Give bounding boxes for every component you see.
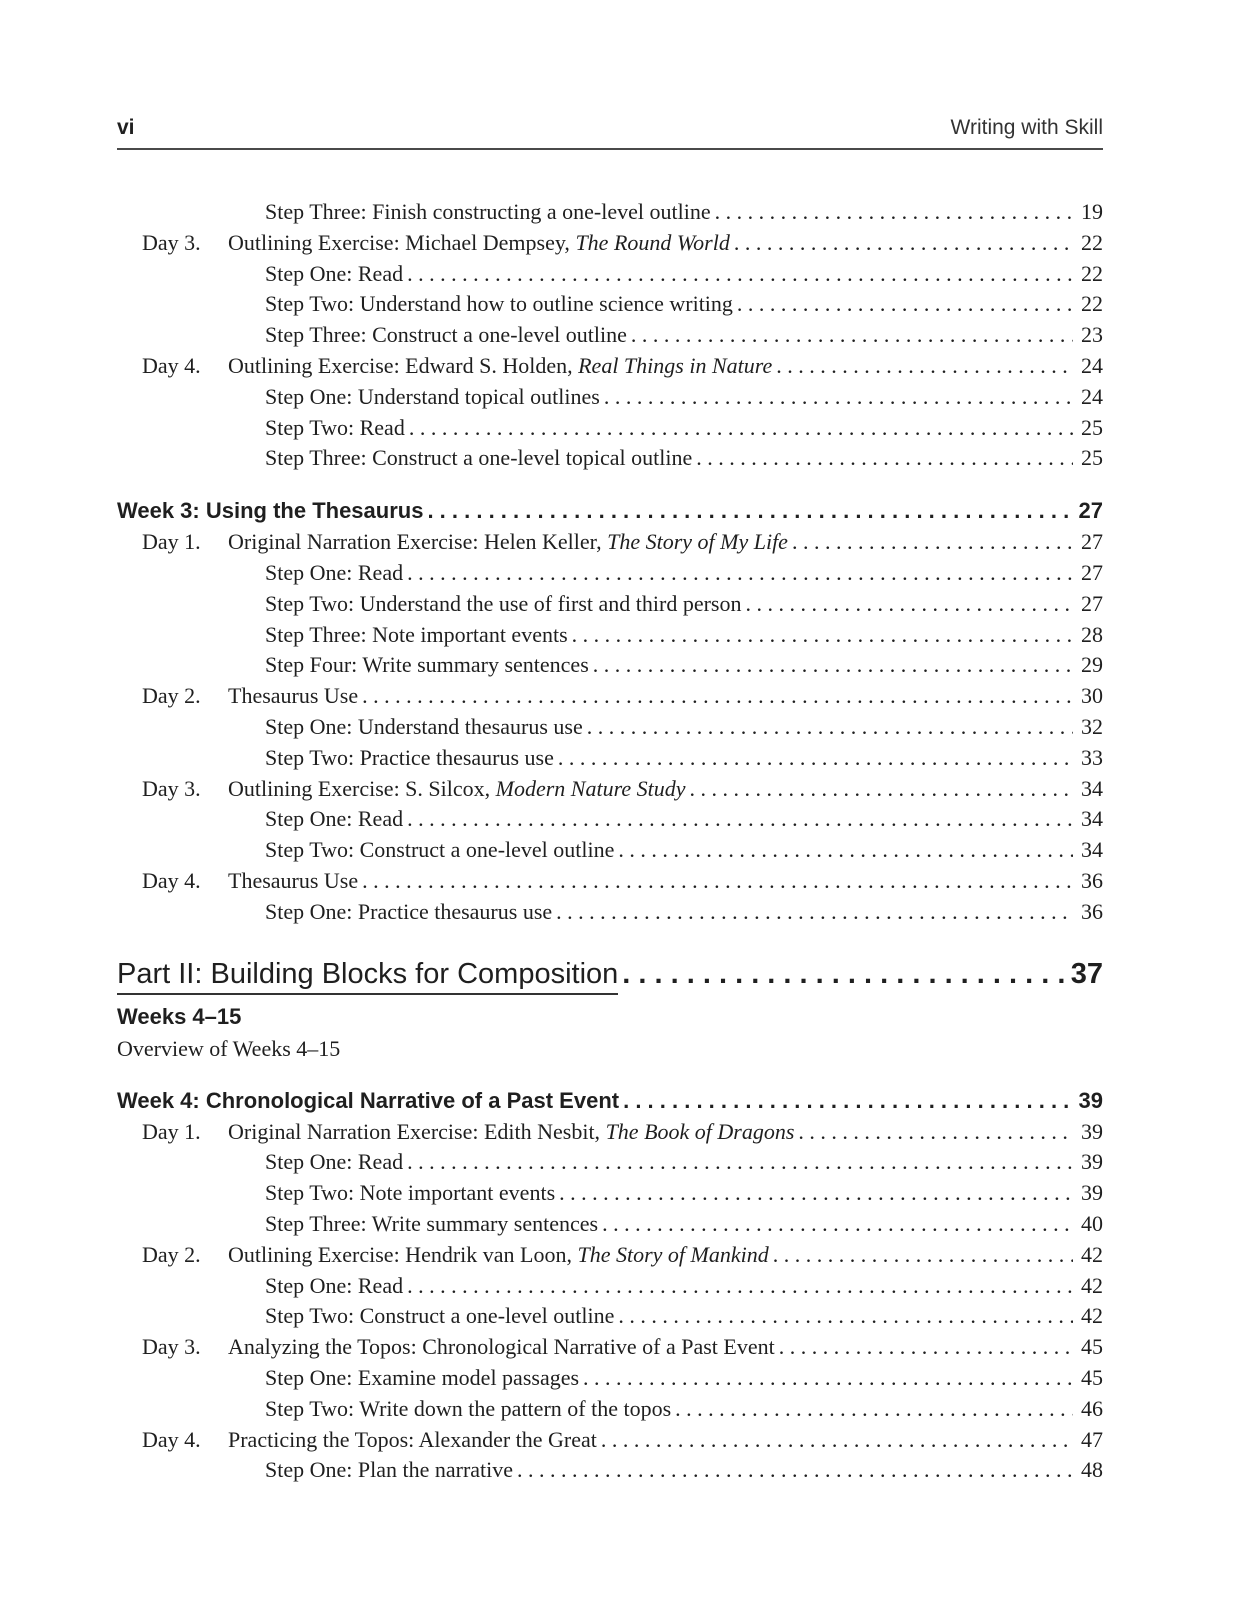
page-ref: 25 <box>1081 414 1103 440</box>
book-title: The Story of Mankind <box>577 1241 769 1267</box>
entry-label: Step One: Examine model passages <box>265 1364 580 1390</box>
day-label: Day 4. <box>142 1426 201 1452</box>
entry-text <box>228 353 772 379</box>
leader-dots <box>604 384 1073 410</box>
leader-dots <box>362 683 1073 709</box>
page-ref: 25 <box>1081 445 1103 471</box>
page-ref: 37 <box>1070 957 1103 990</box>
entry-text <box>228 1334 775 1360</box>
page-ref: 39 <box>1081 1149 1103 1175</box>
leader-dots <box>696 445 1073 471</box>
page-ref: 27 <box>1081 559 1103 585</box>
leader-dots <box>362 868 1073 894</box>
page-ref: 34 <box>1081 806 1103 832</box>
overview-entry[interactable]: Overview of Weeks 4–15 <box>117 1035 341 1061</box>
entry-label: Thesaurus Use <box>228 683 359 709</box>
leader-dots <box>623 1088 1073 1114</box>
entry-text <box>228 776 685 802</box>
toc-step-entry[interactable] <box>117 1396 1103 1427</box>
leader-dots <box>792 529 1073 555</box>
leader-dots <box>737 291 1073 317</box>
entry-label: Step Two: Practice thesaurus use <box>265 744 554 770</box>
entry-text <box>265 261 403 287</box>
toc-step-entry[interactable] <box>117 322 1103 353</box>
leader-dots <box>407 806 1073 832</box>
page-ref: 42 <box>1081 1272 1103 1298</box>
entry-text <box>265 806 403 832</box>
entry-label: Step Three: Construct a one-level topical outline <box>265 445 693 471</box>
page-ref: 42 <box>1081 1303 1103 1329</box>
day-label: Day 2. <box>142 1241 201 1267</box>
entry-text <box>228 1427 597 1453</box>
entry-label: Outlining Exercise: Michael Dempsey, <box>228 229 576 255</box>
leader-dots <box>409 415 1073 441</box>
entry-label: Step Two: Understand the use of first and third person <box>265 590 742 616</box>
toc-day-entry[interactable] <box>117 1119 1103 1150</box>
entry-text <box>228 1119 794 1145</box>
page-ref: 46 <box>1081 1395 1103 1421</box>
entry-text <box>228 1242 769 1268</box>
toc-day-entry[interactable] <box>117 776 1103 807</box>
entry-text <box>265 560 403 586</box>
page-ref: 34 <box>1081 837 1103 863</box>
page-ref: 24 <box>1081 352 1103 378</box>
toc-step-entry[interactable] <box>117 1211 1103 1242</box>
entry-label: Step One: Read <box>265 260 404 286</box>
entry-text <box>265 899 552 925</box>
day-label: Day 4. <box>142 867 201 893</box>
toc-step-entry[interactable] <box>117 1180 1103 1211</box>
entry-label: Step Four: Write summary sentences <box>265 652 589 678</box>
toc-step-entry[interactable] <box>117 899 1103 930</box>
toc-step-entry[interactable] <box>117 652 1103 683</box>
leader-dots <box>407 1273 1073 1299</box>
leader-dots <box>407 1149 1073 1175</box>
toc-step-entry[interactable] <box>117 622 1103 653</box>
toc-step-entry[interactable] <box>117 745 1103 776</box>
entry-label: Outlining Exercise: Edward S. Holden, <box>228 352 579 378</box>
page-ref: 22 <box>1081 229 1103 255</box>
entry-label: Step Two: Construct a one-level outline <box>265 837 615 863</box>
entry-label: Outlining Exercise: Hendrik van Loon, <box>228 1241 578 1267</box>
toc-step-entry[interactable] <box>117 1365 1103 1396</box>
toc-step-entry[interactable] <box>117 806 1103 837</box>
entry-label: Original Narration Exercise: Helen Keller, <box>228 529 608 555</box>
leader-dots <box>622 958 1066 991</box>
book-title: The Round World <box>575 229 730 255</box>
toc-step-entry[interactable] <box>117 384 1103 415</box>
entry-label: Step One: Understand thesaurus use <box>265 713 583 739</box>
book-title: The Story of My Life <box>607 529 788 555</box>
leader-dots <box>618 1303 1073 1329</box>
toc-step-entry[interactable] <box>117 1149 1103 1180</box>
toc-block-week3 <box>117 529 1103 929</box>
book-title: Modern Nature Study <box>495 775 686 801</box>
entry-text <box>265 591 741 617</box>
entry-label: Step One: Read <box>265 1272 404 1298</box>
entry-label: Step Three: Construct a one-level outline <box>265 322 627 348</box>
page-ref: 42 <box>1081 1241 1103 1267</box>
entry-label: Step Three: Finish constructing a one-level outline <box>265 199 711 224</box>
day-label: Day 1. <box>142 1118 201 1144</box>
entry-label: Step Two: Read <box>265 414 405 440</box>
toc-day-entry[interactable] <box>117 353 1103 384</box>
leader-dots <box>427 498 1073 524</box>
page-ref: 32 <box>1081 713 1103 739</box>
toc-step-entry[interactable] <box>117 591 1103 622</box>
page-ref: 28 <box>1081 621 1103 647</box>
page-header <box>117 112 1103 150</box>
leader-dots <box>407 560 1073 586</box>
page-ref: 48 <box>1081 1457 1103 1483</box>
toc-day-entry[interactable] <box>117 683 1103 714</box>
leader-dots <box>556 899 1073 925</box>
entry-text <box>265 1180 555 1206</box>
page-ref: 40 <box>1081 1210 1103 1236</box>
entry-text <box>265 384 600 410</box>
toc-step-entry[interactable] <box>117 837 1103 868</box>
day-label: Day 4. <box>142 352 201 378</box>
leader-dots <box>587 714 1073 740</box>
book-title: The Book of Dragons <box>605 1118 795 1144</box>
page-ref: 34 <box>1081 775 1103 801</box>
toc-step-entry[interactable] <box>117 415 1103 446</box>
toc-block-week2-continued <box>117 199 1103 476</box>
leader-dots <box>779 1334 1073 1360</box>
entry-text <box>265 1273 403 1299</box>
page-ref: 39 <box>1078 1087 1103 1113</box>
page-ref: 36 <box>1081 867 1103 893</box>
page-ref: 27 <box>1081 590 1103 616</box>
entry-text <box>228 683 358 709</box>
leader-dots <box>798 1119 1073 1145</box>
page-ref: 29 <box>1081 652 1103 678</box>
entry-label: Step One: Read <box>265 1149 404 1175</box>
day-label: Day 3. <box>142 775 201 801</box>
page-ref: 19 <box>1081 199 1103 224</box>
entry-label: Original Narration Exercise: Edith Nesbit, <box>228 1118 606 1144</box>
entry-text <box>265 714 583 740</box>
week-title: Week 3: Using the Thesaurus <box>117 498 424 524</box>
leader-dots <box>558 745 1073 771</box>
toc-step-entry[interactable] <box>117 445 1103 476</box>
entry-text <box>228 529 788 555</box>
leader-dots <box>593 652 1073 678</box>
page-ref: 27 <box>1078 498 1103 524</box>
page-ref: 47 <box>1081 1426 1103 1452</box>
entry-text <box>265 445 692 471</box>
toc-day-entry[interactable] <box>117 1242 1103 1273</box>
toc-step-entry[interactable] <box>117 1273 1103 1304</box>
page-ref: 30 <box>1081 683 1103 709</box>
leader-dots <box>715 199 1073 225</box>
entry-label: Step Two: Construct a one-level outline <box>265 1303 615 1329</box>
entry-text <box>265 1457 513 1483</box>
entry-text <box>265 622 568 648</box>
toc-day-entry[interactable] <box>117 529 1103 560</box>
toc-week-heading[interactable] <box>117 498 1103 529</box>
page-ref: 36 <box>1081 898 1103 924</box>
entry-label: Step One: Read <box>265 559 404 585</box>
leader-dots <box>745 591 1073 617</box>
page-ref: 33 <box>1081 744 1103 770</box>
leader-dots <box>583 1365 1073 1391</box>
page-ref: 39 <box>1081 1180 1103 1206</box>
leader-dots <box>618 837 1073 863</box>
leader-dots <box>734 230 1073 256</box>
leader-dots <box>675 1396 1073 1422</box>
toc-step-entry[interactable] <box>117 714 1103 745</box>
weeks-range-heading: Weeks 4–15 <box>117 1003 242 1029</box>
toc-step-entry[interactable] <box>117 1457 1103 1488</box>
toc-day-entry[interactable] <box>117 230 1103 261</box>
toc-step-entry[interactable] <box>117 560 1103 591</box>
page-ref: 24 <box>1081 383 1103 409</box>
entry-label: Step One: Practice thesaurus use <box>265 898 553 924</box>
page-ref: 39 <box>1081 1118 1103 1144</box>
entry-text <box>228 868 358 894</box>
toc-part-heading[interactable] <box>117 958 1103 1000</box>
entry-text <box>265 652 589 678</box>
entry-text <box>265 291 733 317</box>
entry-text <box>265 1149 403 1175</box>
day-label: Day 1. <box>142 529 201 555</box>
running-title: Writing with Skill <box>950 116 1103 139</box>
leader-dots <box>601 1427 1073 1453</box>
entry-text <box>265 199 711 225</box>
toc-step-entry[interactable] <box>117 1303 1103 1334</box>
leader-dots <box>602 1211 1073 1237</box>
entry-label: Step Two: Write down the pattern of the topos <box>265 1395 672 1421</box>
leader-dots <box>407 261 1073 287</box>
leader-dots <box>559 1180 1073 1206</box>
leader-dots <box>689 776 1073 802</box>
entry-text <box>265 837 614 863</box>
entry-label: Step Two: Understand how to outline science writing <box>265 291 733 317</box>
toc-block-week4 <box>117 1119 1103 1489</box>
leader-dots <box>776 353 1073 379</box>
toc-step-entry[interactable] <box>117 199 1103 230</box>
toc-step-entry[interactable] <box>117 291 1103 322</box>
toc-week-heading[interactable] <box>117 1088 1103 1119</box>
entry-label: Step One: Plan the narrative <box>265 1457 514 1483</box>
entry-label: Step One: Read <box>265 806 404 832</box>
entry-label: Analyzing the Topos: Chronological Narrative of a Past Event <box>228 1334 775 1360</box>
entry-text <box>265 1365 579 1391</box>
entry-label: Outlining Exercise: S. Silcox, <box>228 775 496 801</box>
leader-dots <box>773 1242 1073 1268</box>
day-label: Day 2. <box>142 683 201 709</box>
page-ref: 27 <box>1081 529 1103 555</box>
toc-day-entry[interactable] <box>117 868 1103 899</box>
toc-day-entry[interactable] <box>117 1334 1103 1365</box>
leader-dots <box>517 1457 1073 1483</box>
entry-label: Practicing the Topos: Alexander the Great <box>228 1426 597 1452</box>
entry-text <box>265 745 554 771</box>
week-title: Week 4: Chronological Narrative of a Past Event <box>117 1087 620 1113</box>
toc-day-entry[interactable] <box>117 1427 1103 1458</box>
entry-text <box>265 322 627 348</box>
day-label: Day 3. <box>142 229 201 255</box>
page-number: vi <box>117 116 135 139</box>
page-ref: 45 <box>1081 1364 1103 1390</box>
page-ref: 23 <box>1081 322 1103 348</box>
entry-label: Step One: Understand topical outlines <box>265 383 600 409</box>
entry-text <box>265 1211 598 1237</box>
page-ref: 45 <box>1081 1334 1103 1360</box>
entry-text <box>265 1396 671 1422</box>
entry-text <box>265 1303 614 1329</box>
entry-text <box>265 415 405 441</box>
toc-step-entry[interactable] <box>117 261 1103 292</box>
entry-text <box>228 230 730 256</box>
table-of-contents <box>117 199 1103 1488</box>
page-ref: 22 <box>1081 260 1103 286</box>
day-label: Day 3. <box>142 1334 201 1360</box>
entry-label: Thesaurus Use <box>228 867 359 893</box>
book-title: Real Things in Nature <box>578 352 773 378</box>
page-ref: 22 <box>1081 291 1103 317</box>
leader-dots <box>631 322 1073 348</box>
part-title: Part II: Building Blocks for Composition <box>117 958 618 995</box>
entry-label: Step Three: Write summary sentences <box>265 1210 599 1236</box>
entry-label: Step Two: Note important events <box>265 1180 556 1206</box>
entry-label: Step Three: Note important events <box>265 621 568 647</box>
leader-dots <box>572 622 1073 648</box>
